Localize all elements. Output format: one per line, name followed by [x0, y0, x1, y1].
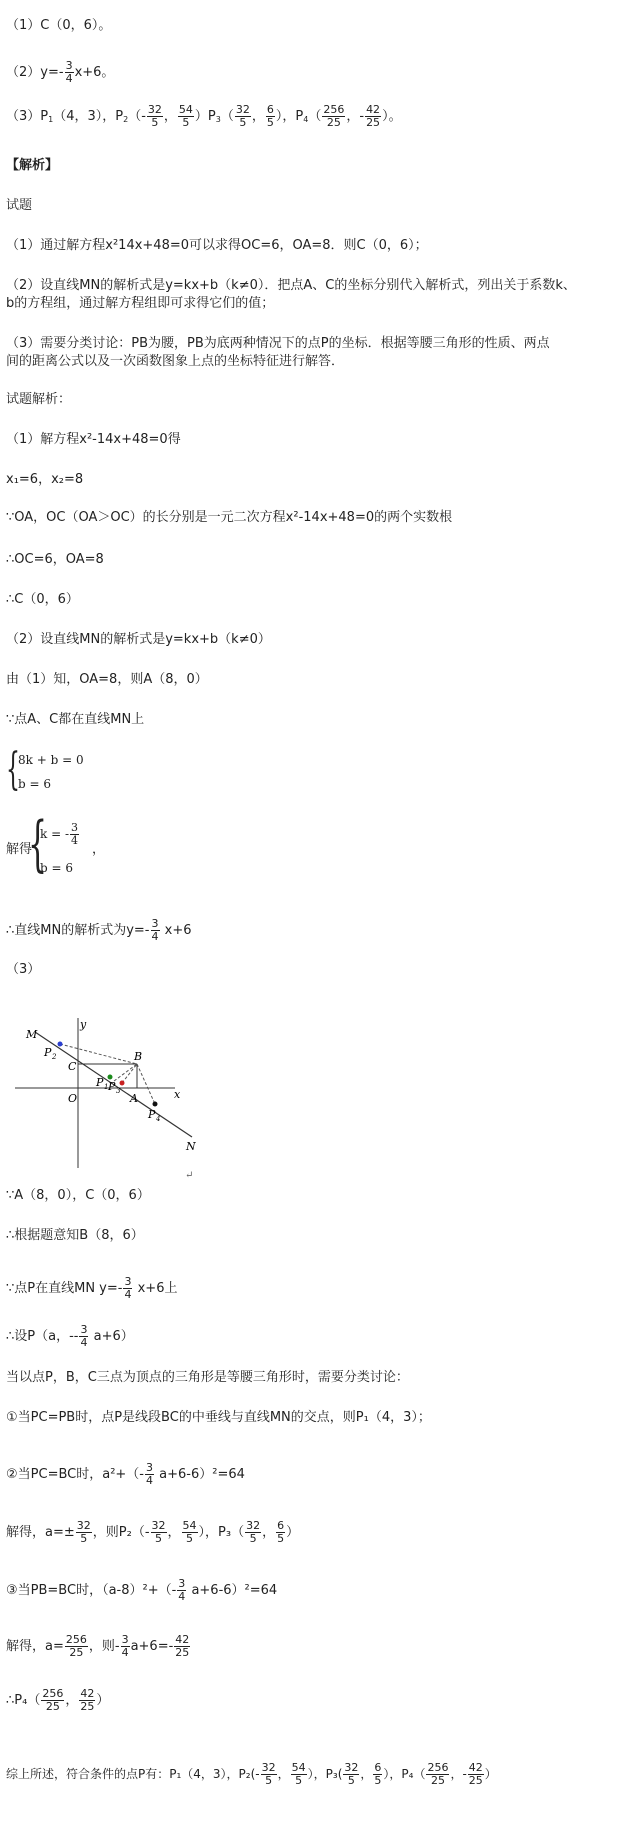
- step-line: ②当PC=BC时，a²+（- $\frac{3}{4}$ a+6-6）²=64: [6, 1461, 245, 1487]
- label-p2-sub: 2: [52, 1053, 57, 1061]
- point-p3: [120, 1081, 125, 1086]
- equation: b = 6: [40, 861, 73, 875]
- step-line: ∵A（8，0），C（0，6）: [6, 1188, 150, 1203]
- brace-icon: {: [6, 744, 20, 795]
- label-c: C: [68, 1060, 77, 1073]
- geometry-figure: [10, 1010, 210, 1185]
- step-line: ∴P₄（ $\frac{256}{25}$ ， $\frac{42}{25}$ ）: [6, 1687, 110, 1713]
- step-line: ∴根据题意知B（8，6）: [6, 1228, 144, 1243]
- hint-1: （1）通过解方程x²14x+48=0可以求得OC=6，OA=8．则C（0，6）；: [6, 238, 428, 253]
- step-line: ∴直线MN的解析式为y=- $\frac{3}{4}$ x+6: [6, 917, 192, 943]
- analysis-heading: 【解析】: [6, 158, 59, 173]
- point-p1: [108, 1075, 113, 1080]
- step-line: ∵点A、C都在直线MN上: [6, 712, 145, 727]
- label-p3: P: [108, 1080, 116, 1093]
- step-line: 解得，a= $\frac{256}{25}$ ，则- $\frac{3}{4}$ a+6=- $\frac{42}{25}$: [6, 1633, 190, 1659]
- equation: 8k + b = 0: [18, 753, 84, 767]
- label-p1-sub: 1: [104, 1083, 109, 1091]
- step-line: 解得，a=± $\frac{32}{5}$ ，则P₂（- $\frac{32}{5}$ ， $\frac{54}{5}$ ），P₃（ $\frac{32}{5}$ ， $\frac{6}{5}$ ）: [6, 1519, 300, 1545]
- dashed-line: [137, 1064, 155, 1104]
- answer-1: （1）C（0，6）。: [6, 18, 112, 33]
- step-line: ∴OC=6，OA=8: [6, 552, 104, 567]
- label-x: x: [174, 1088, 181, 1101]
- analysis-title: 试题解析：: [6, 392, 72, 407]
- step-line: 当以点P，B，C三点为顶点的三角形是等腰三角形时，需要分类讨论：: [6, 1370, 409, 1385]
- label-p3-sub: 3: [116, 1087, 121, 1095]
- step-line: ∵点P在直线MN y=- $\frac{3}{4}$ x+6上: [6, 1275, 178, 1301]
- hint-2b: b的方程组，通过解方程组即可求得它们的值；: [6, 296, 275, 311]
- hint-3b: 间的距离公式以及一次函数图象上点的坐标特征进行解答．: [6, 354, 345, 369]
- step-line: 解得: [6, 842, 33, 857]
- step-line: ∵OA，OC（OA＞OC）的长分别是一元二次方程x²-14x+48=0的两个实数根: [6, 510, 453, 525]
- step-line: ∴C（0，6）: [6, 592, 79, 607]
- label-b: B: [134, 1050, 143, 1063]
- step-line: 由（1）知，OA=8，则A（8，0）: [6, 672, 208, 687]
- equation: k = - $\frac{3}{4}$: [40, 821, 79, 847]
- label-p2: P: [44, 1046, 52, 1059]
- conclusion: 综上所述，符合条件的点P有：P₁（4，3），P₂(- $\frac{32}{5}$ ， $\frac{54}{5}$ ），P₃( $\frac{32}{5}$ ， $\frac{6}{5}$ ），P₄（ $\frac{256}{25}$ ，- $\frac{42}{25}$ ）: [6, 1761, 497, 1787]
- label-p4-sub: 4: [156, 1115, 161, 1123]
- step-line: ①当PC=PB时，点P是线段BC的中垂线与直线MN的交点，则P₁（4，3）；: [6, 1410, 431, 1425]
- section-label: 试题: [6, 198, 33, 213]
- punct: ，: [92, 842, 106, 857]
- brace-icon: {: [28, 809, 48, 879]
- label-a: A: [130, 1092, 138, 1105]
- step-line: （1）解方程x²-14x+48=0得: [6, 432, 181, 447]
- fraction: $\frac{3}{4}$: [65, 59, 73, 85]
- label-m: M: [26, 1028, 38, 1041]
- point-p4: [153, 1102, 158, 1107]
- hint-2a: （2）设直线MN的解析式是y=kx+b（k≠0）．把点A、C的坐标分别代入解析式，列出关于系数k、: [6, 278, 576, 293]
- hint-3a: （3）需要分类讨论：PB为腰，PB为底两种情况下的点P的坐标．根据等腰三角形的性质、两点: [6, 336, 550, 351]
- step-line: ∴设P（a，-- $\frac{3}{4}$ a+6）: [6, 1323, 134, 1349]
- answer-2: （2）y=- $\frac{3}{4}$ x+6。: [6, 59, 115, 85]
- label-p4: P: [148, 1108, 156, 1121]
- point-p2: [58, 1042, 63, 1047]
- label-y: y: [80, 1018, 87, 1031]
- step-line: ③当PB=BC时，（a-8）²+（- $\frac{3}{4}$ a+6-6）²=64: [6, 1577, 278, 1603]
- answer-3: $(3)P_1(4$，3），$P_2(-$ $\frac{32}{5}$ ， $\frac{54}{5}$ ）$P_3$（ $\frac{32}{5}$ ， $\frac{6}{5}$ ），$P_4$（ $\frac{256}{25}$ ，- $\frac{42}{25}$ ）。: [6, 103, 402, 129]
- label-n: N: [186, 1140, 196, 1153]
- equation: b = 6: [18, 777, 51, 791]
- step-line: x₁=6，x₂=8: [6, 472, 84, 487]
- return-mark-icon: ↵: [185, 1170, 194, 1181]
- label-p1: P: [96, 1076, 104, 1089]
- step-line: （3）: [6, 962, 41, 977]
- step-line: （2）设直线MN的解析式是y=kx+b（k≠0）: [6, 632, 271, 647]
- label-o: O: [68, 1092, 78, 1105]
